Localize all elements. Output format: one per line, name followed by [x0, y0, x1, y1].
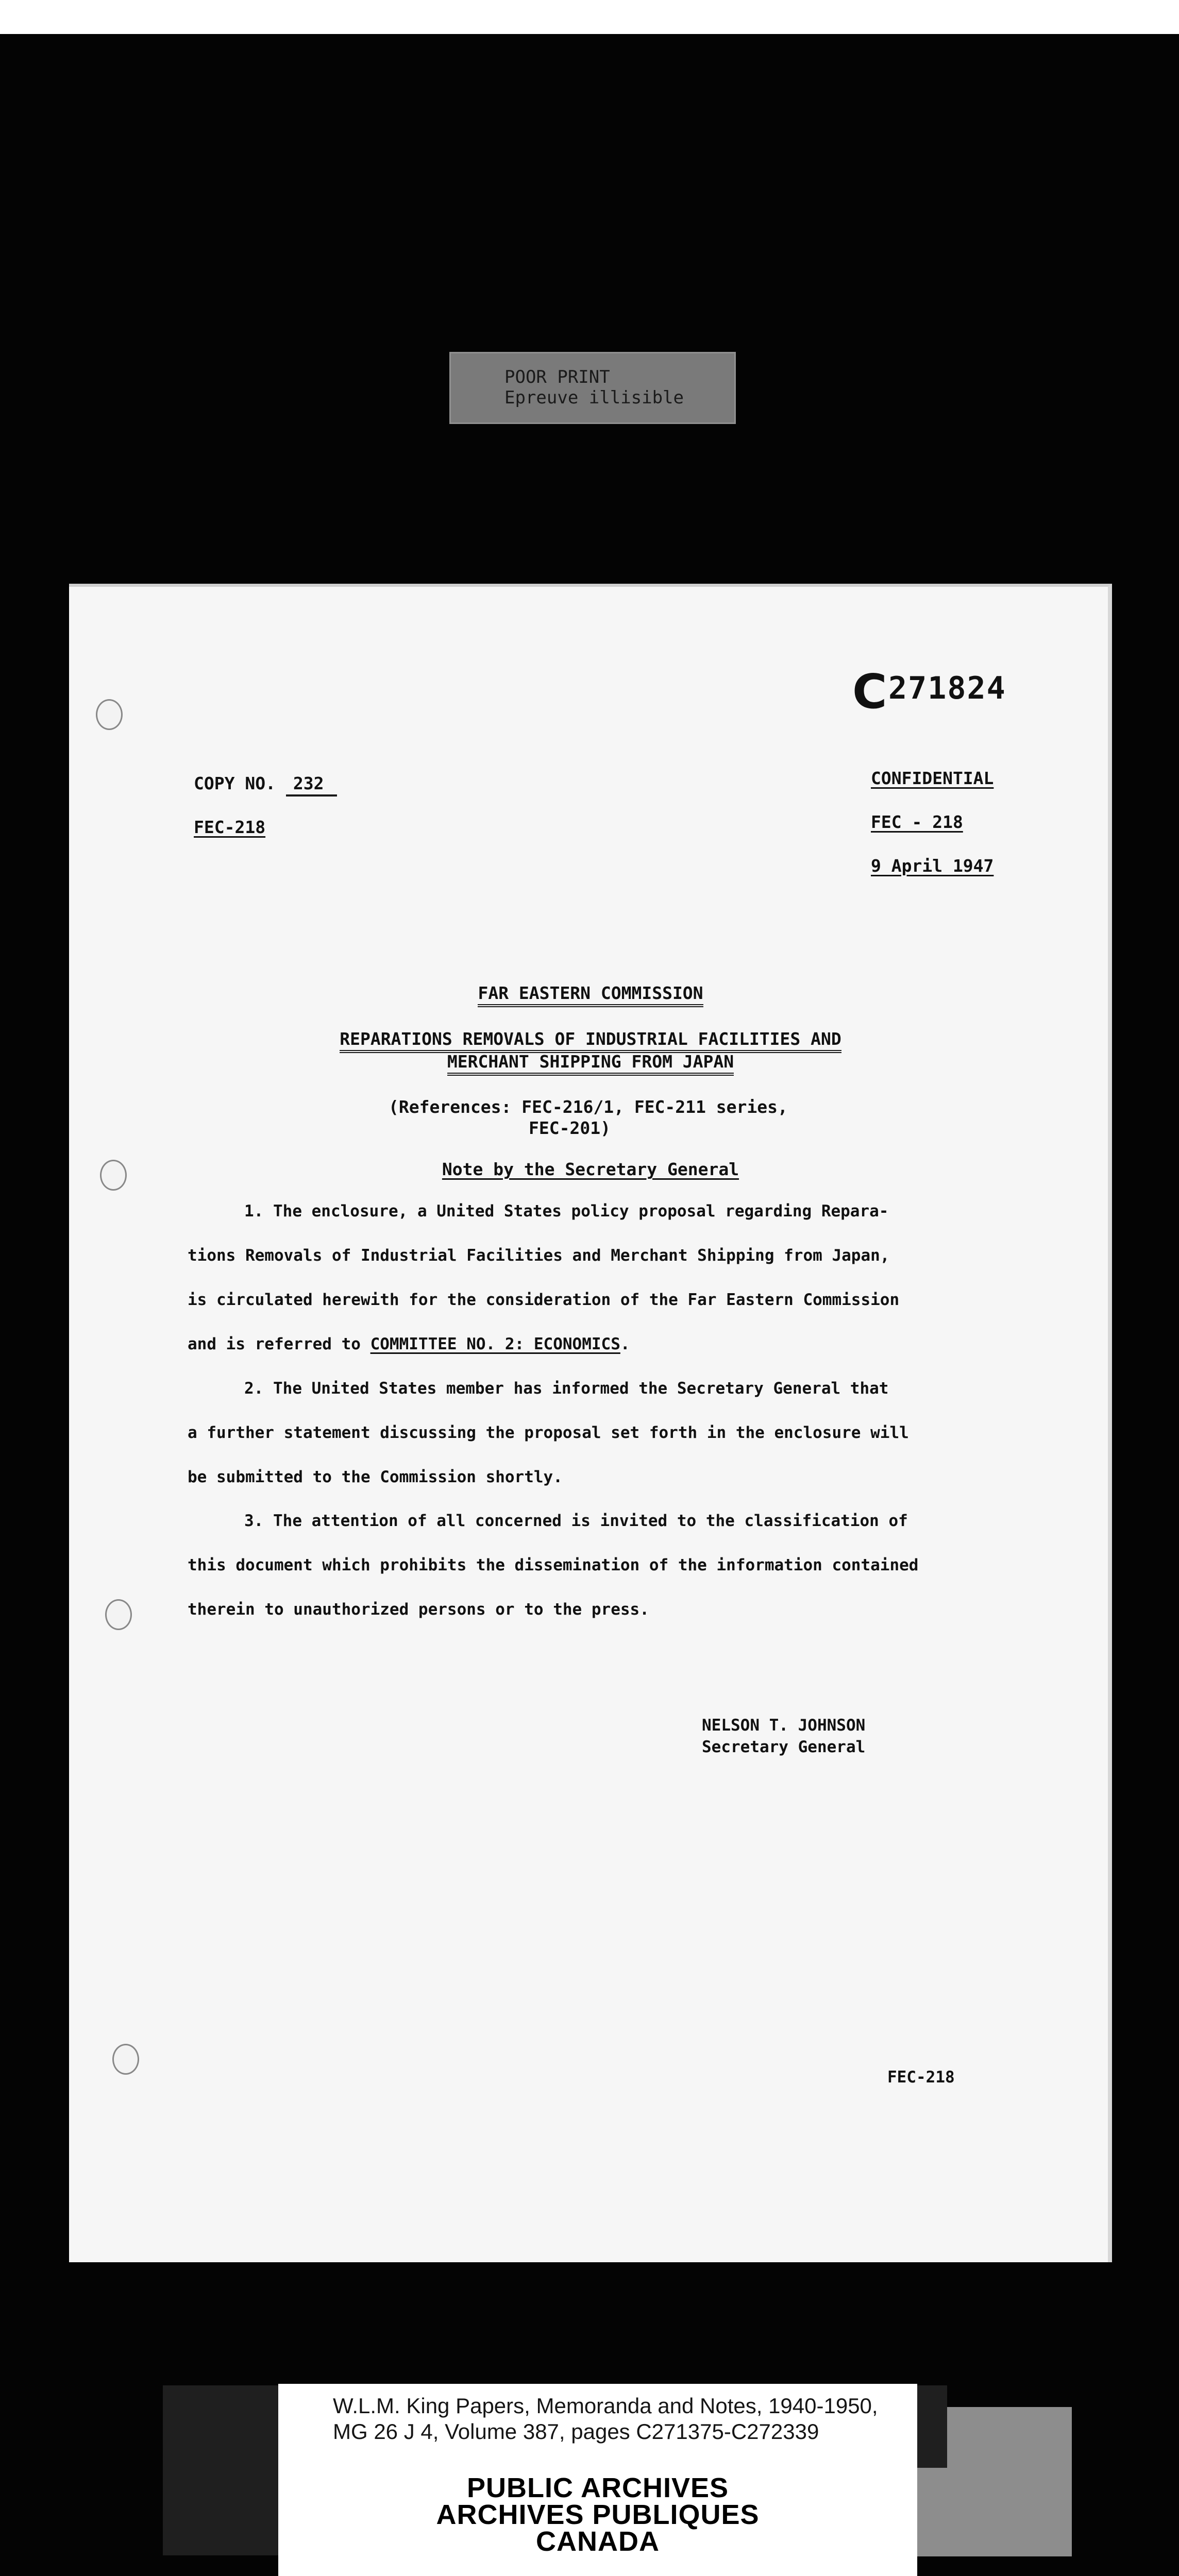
- public-archives-line2: ARCHIVES PUBLIQUES: [436, 2499, 760, 2530]
- poor-print-line2: Epreuve illisible: [504, 387, 684, 408]
- public-archives-line3: CANADA: [536, 2526, 660, 2557]
- archive-shadow-right: [916, 2385, 947, 2468]
- p3-line2: this document which prohibits the dissemination of the information contained: [188, 1556, 919, 1574]
- references-line1: (References: FEC-216/1, FEC-211 series,: [389, 1097, 788, 1117]
- document-page: [69, 584, 1112, 2262]
- archive-shadow-left: [163, 2385, 279, 2555]
- top-margin: [0, 0, 1179, 34]
- subject-line1: REPARATIONS REMOVALS OF INDUSTRIAL FACILITIES AND: [340, 1029, 841, 1053]
- committee-reference: COMMITTEE NO. 2: ECONOMICS: [370, 1335, 620, 1353]
- footer-fec-number: FEC-218: [887, 2068, 955, 2087]
- punch-hole-1: [96, 699, 123, 730]
- classification: CONFIDENTIAL: [871, 768, 994, 788]
- p2-line2: a further statement discussing the proposal set forth in the enclosure will: [188, 1423, 909, 1442]
- public-archives-line1: PUBLIC ARCHIVES: [466, 2472, 729, 2503]
- punch-hole-3: [105, 1599, 132, 1630]
- subject-line2: MERCHANT SHIPPING FROM JAPAN: [447, 1052, 734, 1076]
- p2-line1: 2. The United States member has informed the Secretary General that: [244, 1379, 889, 1398]
- p1-line4: [188, 1335, 630, 1353]
- org-title: FAR EASTERN COMMISSION: [478, 983, 703, 1007]
- references-line2: FEC-201): [529, 1118, 611, 1138]
- note-heading: Note by the Secretary General: [442, 1159, 739, 1179]
- copy-number-line: [194, 773, 337, 796]
- p1-line4-pre: and is referred to: [188, 1335, 370, 1353]
- archive-ref-line2: MG 26 J 4, Volume 387, pages C271375-C272339: [333, 2419, 819, 2444]
- p3-line1: 3. The attention of all concerned is invited to the classification of: [244, 1512, 908, 1530]
- p3-line3: therein to unauthorized persons or to the press.: [188, 1600, 649, 1619]
- p2-line3: be submitted to the Commission shortly.: [188, 1468, 563, 1486]
- copy-number: 232: [286, 773, 338, 796]
- org-title-wrap: [69, 983, 1112, 1003]
- poor-print-line1: POOR PRINT: [504, 367, 610, 387]
- signatory-name: NELSON T. JOHNSON: [702, 1716, 866, 1735]
- fec-number-left: FEC-218: [194, 817, 266, 837]
- subject-line2-wrap: [69, 1052, 1112, 1072]
- subject-line1-wrap: [69, 1029, 1112, 1049]
- p1-line2: tions Removals of Industrial Facilities and Merchant Shipping from Japan,: [188, 1246, 890, 1265]
- stamp-number: 271824: [888, 670, 1006, 706]
- stamp-letter: C: [852, 664, 887, 719]
- note-heading-wrap: [69, 1159, 1112, 1179]
- punch-hole-4: [112, 2044, 139, 2075]
- fec-number-right: FEC - 218: [871, 812, 963, 832]
- p1-line1: 1. The enclosure, a United States policy proposal regarding Repara-: [244, 1202, 889, 1221]
- copy-label: COPY NO.: [194, 773, 276, 793]
- archive-ref-line1: W.L.M. King Papers, Memoranda and Notes, 1940-1950,: [333, 2394, 878, 2418]
- poor-print-label: [449, 352, 736, 424]
- document-date: 9 April 1947: [871, 856, 994, 876]
- signatory-title: Secretary General: [702, 1738, 866, 1756]
- p1-line3: is circulated herewith for the consideration of the Far Eastern Commission: [188, 1291, 900, 1309]
- p1-line4-post: .: [620, 1335, 630, 1353]
- archive-reference-card: [278, 2384, 917, 2576]
